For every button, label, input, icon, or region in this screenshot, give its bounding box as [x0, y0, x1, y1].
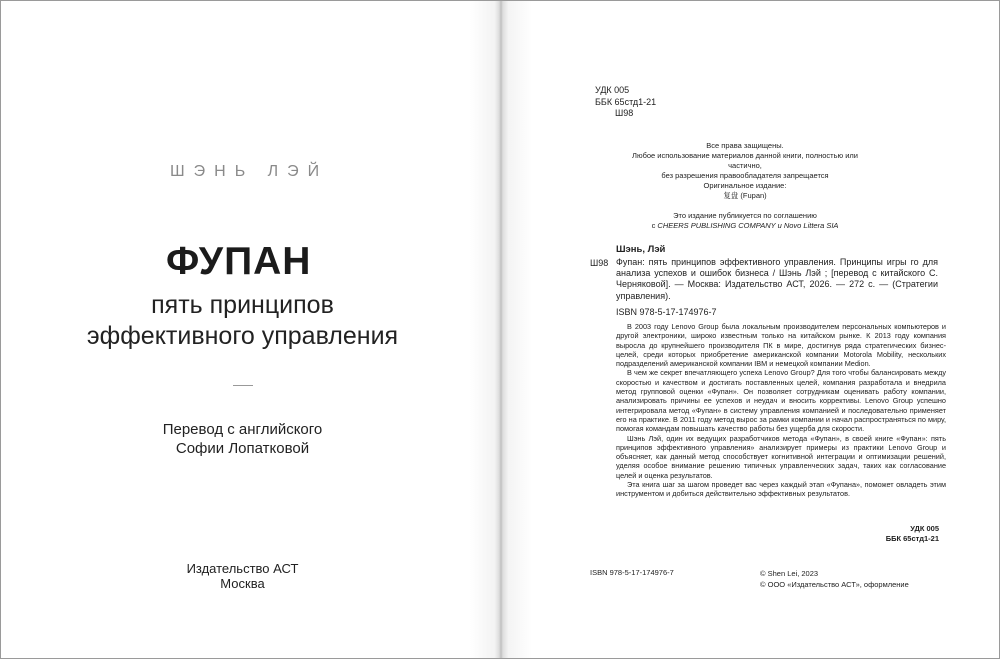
udk-code-bottom: УДК 005 — [910, 524, 939, 533]
catalog-sign: Ш98 — [590, 258, 609, 268]
translator-line-2: Софии Лопатковой — [175, 440, 310, 457]
agreement-prefix: с — [651, 221, 658, 230]
publisher-name: Издательство АСТ — [186, 561, 299, 576]
bbk-code-bottom: ББК 65стд1-21 — [885, 534, 939, 543]
catalog-description: Фупан: пять принципов эффективного управления. Принципы игры го для анализа успехов и ошибок бизнеса / Шэнь Лэй ; [перевод с китайского С. Черняковой]. — Москва: Издательство АСТ, 2026. — 272 с. — (Стратегии управления). — [616, 257, 938, 301]
agreement-partners: CHEERS PUBLISHING COMPANY и Novo Littera SIA — [657, 221, 839, 230]
subtitle-line-2: эффективного управления — [86, 322, 399, 350]
original-label: Оригинальное издание: — [703, 181, 787, 190]
copyright-line-1: © Shen Lei, 2023 — [760, 569, 819, 578]
subtitle-line-1: пять принципов — [151, 291, 334, 319]
isbn: ISBN 978-5-17-174976-7 — [616, 307, 717, 317]
original-title: 复盘 (Fupan) — [723, 191, 767, 200]
abstract-paragraph: В 2003 году Lenovo Group была локальным производителем персональных компьютеров и другой электроники, широко известным только на китайском рынке. К 2013 году компания выросла до крупнейшего производителя ПК в мире, достигнув ряда стратегических бизнес-целей, среди которых приобретение американской компании Motorola Mobility, нескольких подразделений американской компании IBM и немецкой компании Medion. — [616, 322, 946, 369]
catalog-author: Шэнь, Лэй — [616, 244, 666, 255]
publisher-city: Москва — [220, 576, 265, 591]
author-name: ШЭНЬ ЛЭЙ — [170, 163, 329, 180]
abstract-paragraph: В чем же секрет впечатляющего успеха Lenovo Group? Для того чтобы балансировать между скоростью и качеством и достигать поставленных целей, компания разработала и внедрила метод групповой оценки «Фупан». Он позволяет сотрудникам оценивать работу компании, анализировать причины ее успехов и неудач и вносить коррективы. Lenovo Group успешно интегрировала метод «Фупан» в систему управления компанией и последовательно применяет его на практике. В 2011 году метод вырос за рамки компании и начал распространяться по миру, помогая командам повышать качество работы без ущерба для скорости. — [616, 368, 946, 434]
bbk-code: ББК 65стд1-21 — [595, 96, 657, 107]
agreement-line-1: Это издание публикуется по соглашению — [673, 211, 817, 220]
isbn-footer: ISBN 978-5-17-174976-7 — [590, 568, 674, 577]
rights-line-2: Любое использование материалов данной книги, полностью или частично, — [632, 151, 858, 170]
abstract-paragraph: Эта книга шаг за шагом проведет вас через каждый этап «Фупана», поможет овладеть этим инструментом и добиться действительно эффективных результатов. — [616, 480, 946, 499]
author-sign: Ш98 — [615, 108, 634, 118]
copyright-line-2: © ООО «Издательство АСТ», оформление — [760, 580, 909, 589]
rights-line-1: Все права защищены. — [706, 141, 784, 150]
udk-code: УДК 005 — [595, 85, 630, 95]
abstract-paragraph: Шэнь Лэй, один их ведущих разработчиков метода «Фупан», в своей книге «Фупан»: пять принципов эффективного управления» анализирует примеры из практики Lenovo Group и объясняет, как данный метод способствует когнитивной интеграции и оптимизации решений, уделяя особое внимание решению типичных управленческих задач, таких как согласование целей и оценка результатов. — [616, 433, 946, 480]
translator-line-1: Перевод с английского — [162, 421, 323, 438]
rights-line-3: без разрешения правообладателя запрещается — [661, 171, 829, 180]
book-title: ФУПАН — [166, 240, 312, 283]
